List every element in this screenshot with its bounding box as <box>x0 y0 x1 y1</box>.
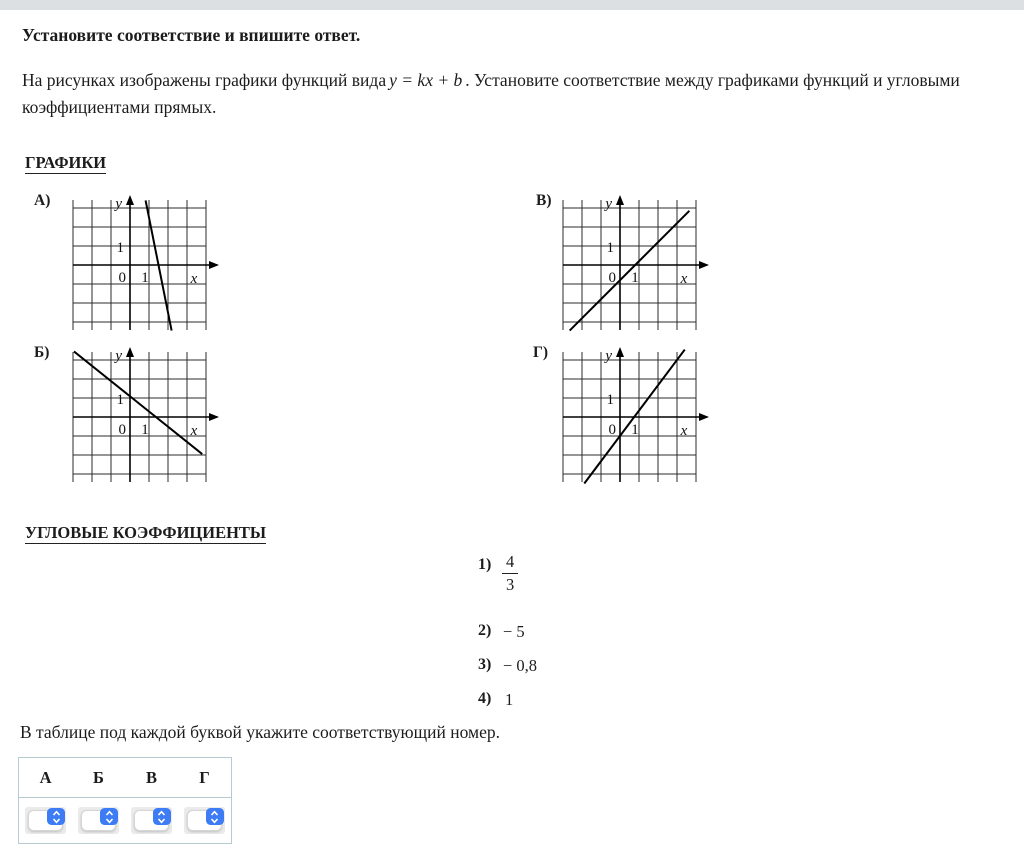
graph-label-g: Г) <box>533 344 549 361</box>
svg-text:1: 1 <box>116 240 124 256</box>
coef-3-num: 3) <box>478 656 492 673</box>
coef-2-num: 2) <box>478 622 492 639</box>
svg-text:1: 1 <box>606 240 614 256</box>
graph-plot-v <box>551 194 719 339</box>
answer-col-header-b: Б <box>72 758 125 798</box>
svg-text:1: 1 <box>141 422 149 438</box>
answer-select-b[interactable] <box>78 807 119 834</box>
svg-text:y: y <box>605 348 612 364</box>
svg-text:0: 0 <box>118 422 126 438</box>
svg-text:0: 0 <box>608 422 616 438</box>
answer-select-v[interactable] <box>131 807 172 834</box>
answer-col-header-g: Г <box>178 758 232 798</box>
answer-col-header-v: В <box>125 758 178 798</box>
answer-select-g[interactable] <box>184 807 225 834</box>
task-text-after: . Установите соответствие между графиками функций и угловыми коэффициентами прямых. <box>22 70 960 117</box>
coef-4-value: 1 <box>505 690 514 709</box>
svg-text:0: 0 <box>608 270 616 286</box>
page-title: Установите соответствие и впишите ответ. <box>22 25 361 45</box>
svg-text:1: 1 <box>631 270 639 286</box>
stepper-arrows-icon[interactable] <box>100 808 118 825</box>
answer-table <box>18 757 232 844</box>
graph-label-b: Б) <box>34 344 50 361</box>
graph-plot-b <box>61 346 229 491</box>
svg-text:0: 0 <box>118 270 126 286</box>
answer-col-header-a: А <box>19 758 73 798</box>
svg-text:x: x <box>190 423 198 439</box>
top-strip <box>0 0 1024 10</box>
graph-label-a: А) <box>34 192 51 209</box>
svg-text:1: 1 <box>116 392 124 408</box>
fraction <box>502 551 518 596</box>
coefficients-section-heading: УГЛОВЫЕ КОЭФФИЦИЕНТЫ <box>25 523 267 542</box>
coef-1-num: 1) <box>478 556 492 573</box>
answer-select-a[interactable] <box>25 807 66 834</box>
coef-4-num: 4) <box>478 690 492 707</box>
svg-text:y: y <box>115 348 122 364</box>
svg-text:1: 1 <box>631 422 639 438</box>
graphs-section-heading: ГРАФИКИ <box>25 153 107 172</box>
graph-plot-a <box>61 194 229 339</box>
svg-text:y: y <box>605 196 612 212</box>
task-text-before: На рисунках изображены графики функций вида <box>22 70 387 90</box>
svg-text:x: x <box>190 271 198 287</box>
graph-label-v: В) <box>536 192 552 209</box>
svg-text:y: y <box>115 196 122 212</box>
fraction-denominator: 3 <box>506 575 515 594</box>
stepper-arrows-icon[interactable] <box>206 808 224 825</box>
coef-2-value: − 5 <box>503 622 525 641</box>
svg-text:1: 1 <box>141 270 149 286</box>
coef-1-value <box>502 551 518 596</box>
coef-3-value: − 0,8 <box>503 656 538 675</box>
fraction-numerator: 4 <box>502 551 518 574</box>
answer-instruction: В таблице под каждой буквой укажите соответствующий номер. <box>20 722 500 742</box>
stepper-arrows-icon[interactable] <box>153 808 171 825</box>
svg-text:x: x <box>680 271 688 287</box>
formula: y = kx + b <box>389 70 463 90</box>
task-description <box>22 67 1014 121</box>
stepper-arrows-icon[interactable] <box>47 808 65 825</box>
graph-plot-g <box>551 346 719 491</box>
svg-text:1: 1 <box>606 392 614 408</box>
svg-text:x: x <box>680 423 688 439</box>
